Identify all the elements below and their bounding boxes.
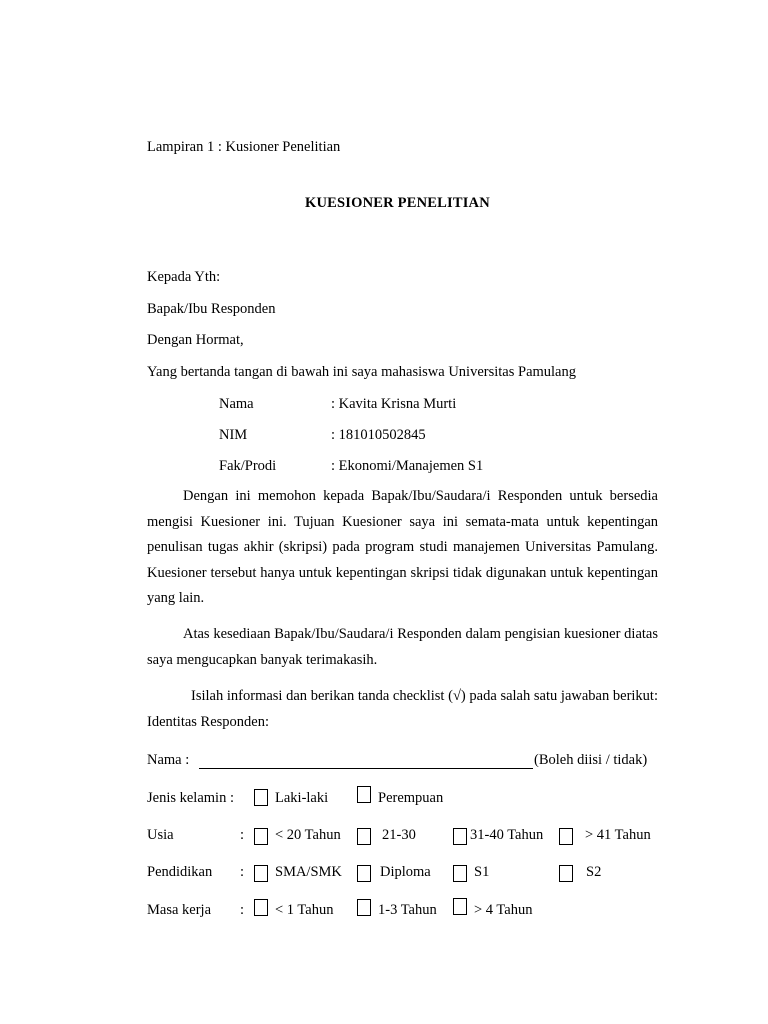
student-name-label: Nama: [219, 396, 254, 412]
greeting-to: Kepada Yth:: [147, 269, 221, 285]
paragraph-instructions-text: Isilah informasi dan berikan tanda checklist (√) pada salah satu jawaban berikut: Identitas Responden:: [147, 688, 658, 730]
paragraph-instructions: [147, 684, 658, 735]
respondent-name-note: (Boleh diisi / tidak): [534, 752, 648, 768]
age-under-20-checkbox[interactable]: [254, 828, 268, 845]
tenure-over-4-label: > 4 Tahun: [474, 902, 533, 918]
age-under-20-label: < 20 Tahun: [275, 827, 341, 843]
education-label: Pendidikan: [147, 864, 213, 880]
appendix-label: Lampiran 1 : Kusioner Penelitian: [147, 139, 341, 155]
student-nim-label: NIM: [219, 427, 248, 443]
education-diploma-label: Diploma: [380, 864, 431, 880]
age-31-40-checkbox[interactable]: [453, 828, 467, 845]
age-21-30-checkbox[interactable]: [357, 828, 371, 845]
education-diploma-checkbox[interactable]: [357, 865, 371, 882]
age-over-41-label: > 41 Tahun: [585, 827, 651, 843]
student-faculty-label: Fak/Prodi: [219, 458, 277, 474]
education-sma-checkbox[interactable]: [254, 865, 268, 882]
age-label: Usia: [147, 827, 174, 843]
education-s1-checkbox[interactable]: [453, 865, 467, 882]
respondent-name-label: Nama :: [147, 752, 190, 768]
paragraph-request: [147, 484, 658, 612]
education-s2-checkbox[interactable]: [559, 865, 573, 882]
student-name-value: : Kavita Krisna Murti: [331, 396, 457, 412]
greeting-salutation: Dengan Hormat,: [147, 332, 244, 348]
tenure-label: Masa kerja: [147, 902, 212, 918]
gender-label: Jenis kelamin :: [147, 790, 234, 806]
paragraph-thanks-text: Atas kesediaan Bapak/Ibu/Saudara/i Responden dalam pengisian kuesioner diatas saya mengucapkan banyak terimakasih.: [147, 626, 658, 668]
paragraph-thanks: [147, 622, 658, 673]
gender-female-checkbox[interactable]: [357, 786, 371, 803]
education-sma-label: SMA/SMK: [275, 864, 342, 880]
greeting-recipient: Bapak/Ibu Responden: [147, 301, 276, 317]
document-title: KUESIONER PENELITIAN: [305, 195, 490, 211]
age-21-30-label: 21-30: [382, 827, 416, 843]
greeting-intro: Yang bertanda tangan di bawah ini saya mahasiswa Universitas Pamulang: [147, 364, 576, 380]
tenure-under-1-label: < 1 Tahun: [275, 902, 334, 918]
tenure-under-1-checkbox[interactable]: [254, 899, 268, 916]
gender-male-label: Laki-laki: [275, 790, 329, 806]
education-s1-label: S1: [474, 864, 490, 880]
gender-female-label: Perempuan: [378, 790, 444, 806]
age-colon: :: [240, 827, 245, 843]
age-over-41-checkbox[interactable]: [559, 828, 573, 845]
gender-male-checkbox[interactable]: [254, 789, 268, 806]
tenure-colon: :: [240, 902, 245, 918]
student-faculty-value: : Ekonomi/Manajemen S1: [331, 458, 484, 474]
tenure-1-3-label: 1-3 Tahun: [378, 902, 437, 918]
paragraph-request-text: Dengan ini memohon kepada Bapak/Ibu/Saudara/i Responden untuk bersedia mengisi Kuesioner ini. Tujuan Kuesioner saya ini semata-mata untuk kepentingan penulisan tugas akhir (skripsi) pada program studi manajemen Universitas Pamulang. Kuesioner tersebut hanya untuk kepentingan skripsi tidak digunakan untuk kepentingan yang lain.: [147, 488, 658, 606]
respondent-name-field[interactable]: [199, 768, 533, 769]
education-s2-label: S2: [586, 864, 602, 880]
tenure-1-3-checkbox[interactable]: [357, 899, 371, 916]
education-colon: :: [240, 864, 245, 880]
age-31-40-label: 31-40 Tahun: [470, 827, 544, 843]
tenure-over-4-checkbox[interactable]: [453, 898, 467, 915]
student-nim-value: : 181010502845: [331, 427, 426, 443]
